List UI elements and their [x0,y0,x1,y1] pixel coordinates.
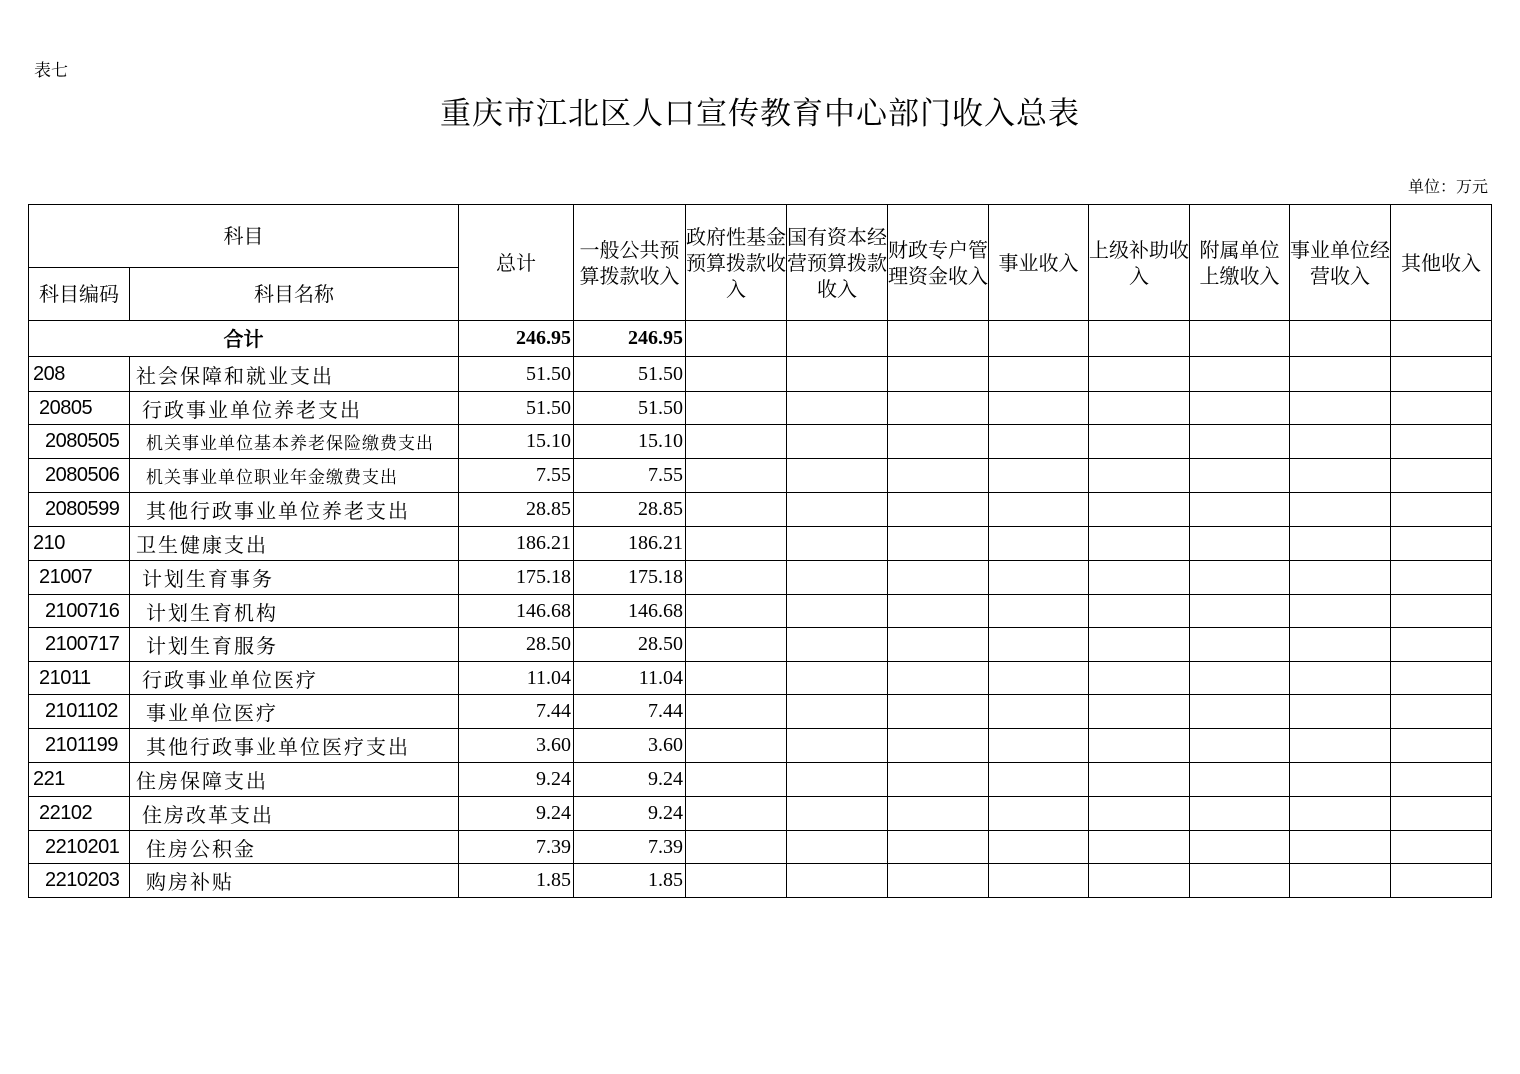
empty-cell [1290,729,1391,763]
subject-name-cell: 事业单位医疗 [130,695,459,729]
empty-cell [787,864,888,898]
empty-cell [888,628,989,662]
empty-cell [787,831,888,864]
empty-cell [888,425,989,459]
empty-cell [1391,357,1492,392]
table-row [29,527,1492,561]
subject-name-cell: 住房改革支出 [130,797,459,831]
empty-cell [1391,628,1492,662]
empty-cell [686,357,787,392]
general-budget-cell: 7.39 [574,831,686,864]
total-cell: 186.21 [459,527,574,561]
general-budget-cell: 28.50 [574,628,686,662]
empty-cell [989,763,1089,797]
empty-cell [1391,527,1492,561]
empty-cell [1290,831,1391,864]
table-number: 表七 [34,61,68,81]
header-affiliated-payment: 附属单位上缴收入 [1190,205,1290,321]
total-cell: 11.04 [459,662,574,695]
empty-cell [686,864,787,898]
general-budget-cell: 28.85 [574,493,686,527]
subject-name-cell: 其他行政事业单位医疗支出 [130,729,459,763]
table-row [29,797,1492,831]
empty-cell [1391,493,1492,527]
subject-code-cell: 2101199 [29,729,130,763]
general-budget-cell: 51.50 [574,392,686,425]
empty-cell [1290,797,1391,831]
empty-cell [1391,695,1492,729]
empty-cell [1190,662,1290,695]
empty-cell [1190,595,1290,628]
general-budget-cell: 11.04 [574,662,686,695]
empty-cell [686,763,787,797]
empty-cell [1391,561,1492,595]
empty-cell [787,628,888,662]
header-other-income: 其他收入 [1391,205,1492,321]
empty-cell [1089,459,1190,493]
subject-name-cell: 计划生育机构 [130,595,459,628]
header-general-budget: 一般公共预算拨款收入 [574,205,686,321]
empty-cell [1089,357,1190,392]
empty-cell [1391,662,1492,695]
subject-name-cell: 行政事业单位医疗 [130,662,459,695]
empty-cell [1290,357,1391,392]
empty-cell [686,561,787,595]
summary-label: 合计 [29,321,459,357]
subject-name-cell: 社会保障和就业支出 [130,357,459,392]
empty-cell [787,493,888,527]
general-budget-cell: 1.85 [574,864,686,898]
empty-cell [1089,561,1190,595]
empty-cell [686,695,787,729]
subject-name-cell: 机关事业单位职业年金缴费支出 [130,459,459,493]
empty-cell [686,459,787,493]
empty-cell [1391,595,1492,628]
table-row [29,763,1492,797]
empty-cell [1290,493,1391,527]
subject-code-cell: 2210203 [29,864,130,898]
empty-cell [686,527,787,561]
empty-cell [989,561,1089,595]
empty-cell [686,831,787,864]
empty-cell [1290,321,1391,357]
header-subject: 科目 [29,205,459,268]
subject-name-cell: 住房保障支出 [130,763,459,797]
general-budget-cell: 7.44 [574,695,686,729]
general-budget-cell: 175.18 [574,561,686,595]
empty-cell [1190,493,1290,527]
empty-cell [989,357,1089,392]
table-row [29,357,1492,392]
table-row [29,392,1492,425]
general-budget-cell: 146.68 [574,595,686,628]
page-title: 重庆市江北区人口宣传教育中心部门收入总表 [440,96,1080,132]
header-operating-income: 事业单位经营收入 [1290,205,1391,321]
empty-cell [1089,763,1190,797]
summary-total: 246.95 [459,321,574,357]
total-cell: 7.55 [459,459,574,493]
total-cell: 28.85 [459,493,574,527]
subject-code-cell: 21011 [29,662,130,695]
subject-code-cell: 2100716 [29,595,130,628]
empty-cell [686,425,787,459]
empty-cell [1290,561,1391,595]
summary-row [29,321,1492,357]
empty-cell [1190,831,1290,864]
total-cell: 15.10 [459,425,574,459]
general-budget-cell: 51.50 [574,357,686,392]
table-row [29,425,1492,459]
empty-cell [888,729,989,763]
table-row [29,493,1492,527]
empty-cell [888,493,989,527]
empty-cell [1089,797,1190,831]
table-row [29,729,1492,763]
subject-code-cell: 221 [29,763,130,797]
empty-cell [1290,425,1391,459]
empty-cell [686,493,787,527]
empty-cell [787,321,888,357]
general-budget-cell: 9.24 [574,763,686,797]
subject-code-cell: 2080506 [29,459,130,493]
subject-code-cell: 210 [29,527,130,561]
empty-cell [686,321,787,357]
table-row [29,595,1492,628]
empty-cell [1089,662,1190,695]
empty-cell [787,695,888,729]
subject-code-cell: 2100717 [29,628,130,662]
subject-name-cell: 购房补贴 [130,864,459,898]
empty-cell [1190,864,1290,898]
empty-cell [1089,831,1190,864]
empty-cell [1190,321,1290,357]
empty-cell [1190,357,1290,392]
empty-cell [888,459,989,493]
empty-cell [1089,628,1190,662]
empty-cell [1089,595,1190,628]
table-row [29,561,1492,595]
empty-cell [1190,628,1290,662]
empty-cell [1391,831,1492,864]
empty-cell [787,527,888,561]
subject-name-cell: 计划生育服务 [130,628,459,662]
general-budget-cell: 186.21 [574,527,686,561]
empty-cell [1391,425,1492,459]
empty-cell [787,357,888,392]
empty-cell [686,662,787,695]
empty-cell [1190,459,1290,493]
empty-cell [1190,729,1290,763]
empty-cell [787,459,888,493]
empty-cell [787,392,888,425]
total-cell: 7.39 [459,831,574,864]
total-cell: 7.44 [459,695,574,729]
empty-cell [1190,561,1290,595]
empty-cell [1391,864,1492,898]
total-cell: 51.50 [459,392,574,425]
total-cell: 9.24 [459,797,574,831]
total-cell: 3.60 [459,729,574,763]
subject-code-cell: 208 [29,357,130,392]
subject-code-cell: 2080599 [29,493,130,527]
header-subject-name: 科目名称 [130,268,459,321]
table-row [29,628,1492,662]
empty-cell [1190,797,1290,831]
subject-name-cell: 其他行政事业单位养老支出 [130,493,459,527]
empty-cell [1290,595,1391,628]
empty-cell [989,831,1089,864]
total-cell: 51.50 [459,357,574,392]
empty-cell [1089,864,1190,898]
empty-cell [888,357,989,392]
empty-cell [1290,864,1391,898]
empty-cell [1190,527,1290,561]
empty-cell [989,321,1089,357]
empty-cell [1391,729,1492,763]
empty-cell [1391,459,1492,493]
income-table [28,204,1492,898]
header-gov-fund: 政府性基金预算拨款收入 [686,205,787,321]
empty-cell [787,425,888,459]
subject-name-cell: 卫生健康支出 [130,527,459,561]
empty-cell [1290,695,1391,729]
empty-cell [989,695,1089,729]
general-budget-cell: 15.10 [574,425,686,459]
table-row [29,662,1492,695]
empty-cell [1290,527,1391,561]
general-budget-cell: 3.60 [574,729,686,763]
empty-cell [888,527,989,561]
empty-cell [989,662,1089,695]
empty-cell [989,864,1089,898]
empty-cell [989,425,1089,459]
empty-cell [686,729,787,763]
empty-cell [787,797,888,831]
table-row [29,695,1492,729]
subject-name-cell: 计划生育事务 [130,561,459,595]
empty-cell [888,864,989,898]
empty-cell [989,595,1089,628]
subject-name-cell: 住房公积金 [130,831,459,864]
empty-cell [686,797,787,831]
empty-cell [1290,628,1391,662]
empty-cell [989,729,1089,763]
empty-cell [1391,797,1492,831]
empty-cell [1190,695,1290,729]
empty-cell [1190,392,1290,425]
general-budget-cell: 9.24 [574,797,686,831]
header-subject-code: 科目编码 [29,268,130,321]
total-cell: 9.24 [459,763,574,797]
empty-cell [989,628,1089,662]
header-special-fund: 财政专户管理资金收入 [888,205,989,321]
empty-cell [888,763,989,797]
empty-cell [888,321,989,357]
empty-cell [1290,662,1391,695]
empty-cell [888,695,989,729]
empty-cell [989,459,1089,493]
empty-cell [686,392,787,425]
empty-cell [989,797,1089,831]
empty-cell [1089,493,1190,527]
unit-label: 单位：万元 [1407,177,1488,196]
empty-cell [1190,763,1290,797]
empty-cell [1089,729,1190,763]
subject-code-cell: 2101102 [29,695,130,729]
empty-cell [888,392,989,425]
empty-cell [787,595,888,628]
subject-name-cell: 行政事业单位养老支出 [130,392,459,425]
empty-cell [888,561,989,595]
total-cell: 146.68 [459,595,574,628]
header-superior-subsidy: 上级补助收入 [1089,205,1190,321]
subject-code-cell: 22102 [29,797,130,831]
total-cell: 175.18 [459,561,574,595]
empty-cell [1089,527,1190,561]
empty-cell [1089,392,1190,425]
empty-cell [1290,763,1391,797]
header-total: 总计 [459,205,574,321]
empty-cell [1391,763,1492,797]
empty-cell [1089,695,1190,729]
subject-code-cell: 20805 [29,392,130,425]
empty-cell [1089,321,1190,357]
empty-cell [888,831,989,864]
subject-code-cell: 2210201 [29,831,130,864]
table-row [29,864,1492,898]
empty-cell [989,527,1089,561]
empty-cell [888,662,989,695]
header-business-income: 事业收入 [989,205,1089,321]
empty-cell [787,662,888,695]
empty-cell [686,628,787,662]
empty-cell [1190,425,1290,459]
empty-cell [787,561,888,595]
subject-name-cell: 机关事业单位基本养老保险缴费支出 [130,425,459,459]
total-cell: 1.85 [459,864,574,898]
subject-code-cell: 2080505 [29,425,130,459]
empty-cell [1391,392,1492,425]
empty-cell [1290,459,1391,493]
empty-cell [787,763,888,797]
summary-general-budget: 246.95 [574,321,686,357]
general-budget-cell: 7.55 [574,459,686,493]
table-row [29,831,1492,864]
empty-cell [1290,392,1391,425]
table-row [29,459,1492,493]
empty-cell [989,493,1089,527]
empty-cell [686,595,787,628]
empty-cell [888,595,989,628]
empty-cell [1089,425,1190,459]
total-cell: 28.50 [459,628,574,662]
empty-cell [787,729,888,763]
empty-cell [888,797,989,831]
empty-cell [1391,321,1492,357]
subject-code-cell: 21007 [29,561,130,595]
header-state-capital: 国有资本经营预算拨款收入 [787,205,888,321]
empty-cell [989,392,1089,425]
